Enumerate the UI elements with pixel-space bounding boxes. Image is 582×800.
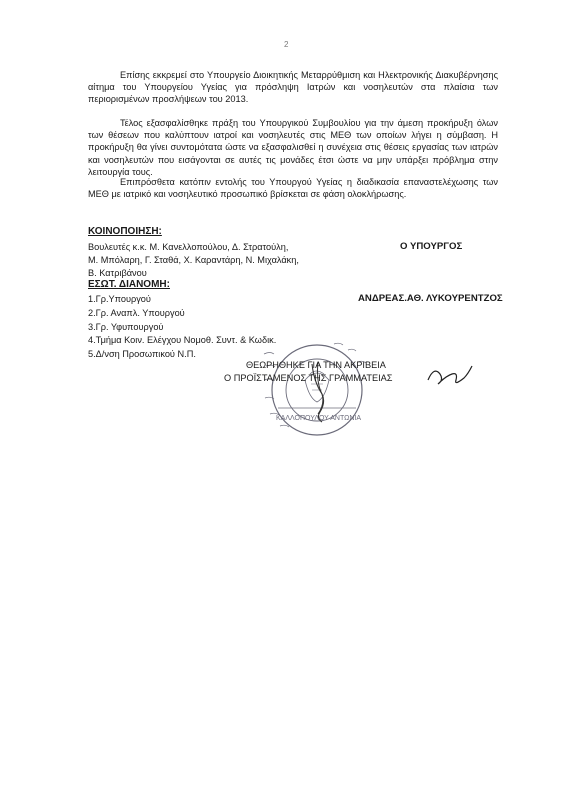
official-seal-stamp — [258, 340, 376, 440]
paragraph-icu-staffing: Επιπρόσθετα κατόπιν εντολής του Υπουργού Υγείας η διαδικασία επαναστελέχωσης των ΜΕΘ με ιατρικό και νοσηλευτικό προσωπικό βρίσκεται σε φάση ολοκλήρωσης. — [88, 177, 498, 200]
paragraph-cabinet-act: Τέλος εξασφαλίσθηκε πράξη του Υπουργικού Συμβουλίου για την άμεση προκήρυξη όλων των θέσεων που καλύπτουν ιατροί και νοσηλευτές στις ΜΕΘ των οποίων λήγει η σύμβαση. Η προκήρυξη θα γίνει συντομότατα ώστε να εξασφαλισθεί η συνέχεια στις θέσεις εργασίας των ιατρών και νοσηλευτών που εισάγονται σε αυτές τις μονάδες έτσι ώστε να μην υπάρξει πρόβλημα στην λειτουργία τους. — [88, 118, 498, 177]
cc-line: Βουλευτές κ.κ. Μ. Κανελλοπούλου, Δ. Στρατούλη, — [88, 242, 289, 252]
minister-name: ΑΝΔΡΕΑΣ.ΑΘ. ΛΥΚΟΥΡΕΝΤΖΟΣ — [358, 293, 503, 304]
distribution-item: 2.Γρ. Αναπλ. Υπουργού — [88, 308, 185, 318]
distribution-item: 1.Γρ.Υπουργού — [88, 294, 151, 304]
stamp-signatory-name: ΚΑΛΛΟΠΟΥΛΟΥ ΑΝΤΩΝΙΑ — [276, 415, 362, 422]
cc-line: Μ. Μπόλαρη, Γ. Σταθά, Χ. Καραντάρη, Ν. Μιχαλάκη, — [88, 255, 299, 265]
cc-line: Β. Κατριβάνου — [88, 268, 147, 278]
certification-line-head: Ο ΠΡΟΪΣΤΑΜΕΝΟΣ ΤΗΣ ΓΡΑΜΜΑΤΕΙΑΣ — [224, 373, 393, 383]
handwritten-signature — [424, 360, 476, 388]
paragraph-pending-request: Επίσης εκκρεμεί στο Υπουργείο Διοικητικής Μεταρρύθμιση και Ηλεκτρονικής Διακυβέρνησης αίτημα του Υπουργείου Υγείας για πρόσληψη Ιατρών και νοσηλευτών στα πλαίσια των περιορισμένων προσλήψεων του 2013. — [88, 70, 498, 105]
distribution-item: 4.Τμήμα Κοιν. Ελέγχου Νομοθ. Συντ. & Κωδικ. — [88, 335, 277, 345]
page-number: 2 — [284, 40, 289, 49]
certification-line-accuracy: ΘΕΩΡΗΘΗΚΕ ΓΙΑ ΤΗΝ ΑΚΡΙΒΕΙΑ — [246, 360, 386, 370]
cc-heading: ΚΟΙΝΟΠΟΙΗΣΗ: — [88, 226, 162, 237]
distribution-item: 3.Γρ. Υφυπουργού — [88, 322, 164, 332]
distribution-item: 5.Δ/νση Προσωπικού Ν.Π. — [88, 349, 196, 359]
minister-title: Ο ΥΠΟΥΡΓΟΣ — [400, 241, 463, 252]
internal-distribution-heading: ΕΣΩΤ. ΔΙΑΝΟΜΗ: — [88, 279, 170, 290]
